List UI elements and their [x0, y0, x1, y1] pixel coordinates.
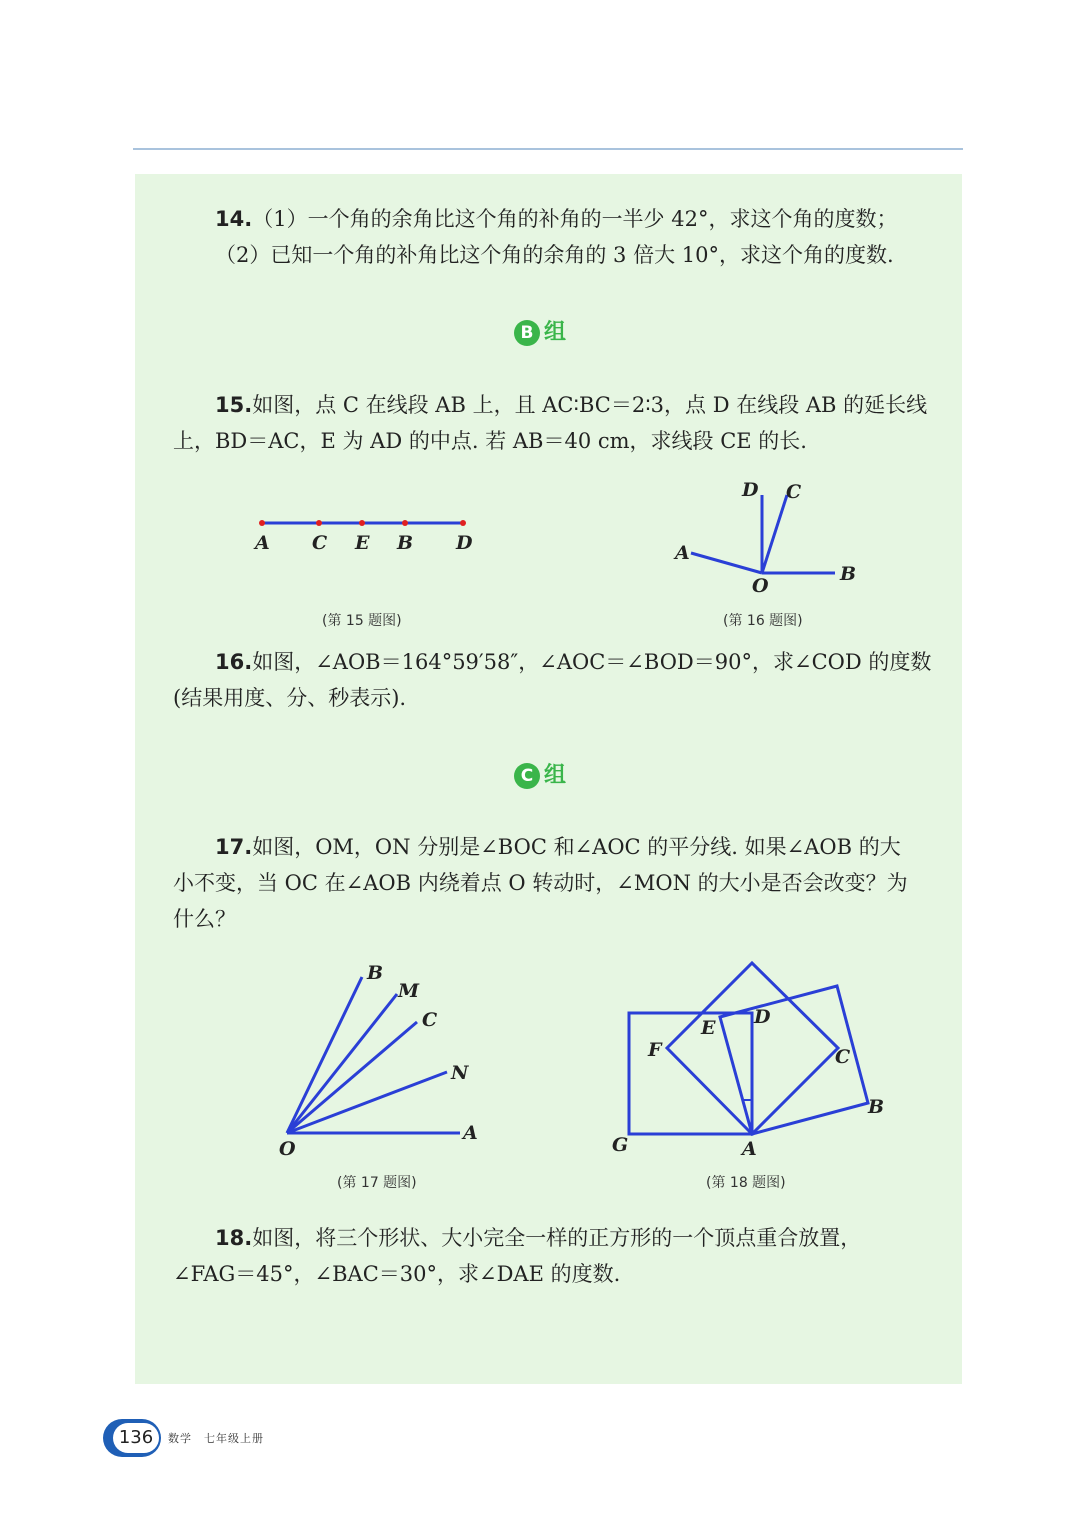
label-c: C — [312, 532, 328, 554]
label-f: F — [648, 1039, 662, 1061]
q16-line2: (结果用度、分、秒表示). — [173, 686, 407, 710]
figure-15-caption: (第 15 题图) — [322, 613, 402, 629]
label-o: O — [752, 575, 769, 597]
question-number: 16. — [215, 650, 253, 674]
ray-oa — [691, 553, 762, 573]
label-d: D — [754, 1006, 771, 1028]
label-e: E — [355, 532, 370, 554]
figure-17-diagram — [270, 955, 490, 1165]
label-g: G — [612, 1134, 629, 1156]
question-number: 18. — [215, 1226, 253, 1250]
ray-oc — [762, 495, 787, 573]
figure-16-caption: (第 16 题图) — [723, 613, 803, 629]
q14-line2: （2）已知一个角的补角比这个角的余角的 3 倍大 10°，求这个角的度数. — [215, 243, 894, 267]
question-16 — [173, 644, 943, 716]
point-b — [402, 520, 408, 526]
label-c: C — [422, 1009, 438, 1031]
book-title — [168, 1430, 276, 1446]
label-e: E — [701, 1017, 716, 1039]
group-c-badge: C — [514, 763, 540, 789]
label-b: B — [868, 1096, 885, 1118]
point-d — [460, 520, 466, 526]
group-b-heading — [0, 315, 1080, 346]
label-c: C — [835, 1046, 851, 1068]
figure-18-caption: (第 18 题图) — [706, 1175, 786, 1191]
label-n: N — [451, 1062, 469, 1084]
label-b: B — [840, 563, 857, 585]
book-grade: 七年级上册 — [204, 1432, 264, 1445]
q17-line1: 如图，OM，ON 分别是∠BOC 和∠AOC 的平分线. 如果∠AOB 的大 — [252, 835, 901, 859]
label-d: D — [742, 479, 759, 501]
q17-line3: 什么？ — [173, 907, 236, 931]
question-17 — [173, 829, 943, 937]
question-number: 14. — [215, 207, 253, 231]
figure-15-diagram — [240, 505, 490, 565]
label-m: M — [398, 980, 420, 1002]
question-14 — [173, 201, 943, 273]
q16-line1: 如图，∠AOB＝164°59′58″，∠AOC＝∠BOD＝90°，求∠COD 的度数 — [252, 650, 932, 674]
q18-line1: 如图，将三个形状、大小完全一样的正方形的一个顶点重合放置， — [252, 1226, 862, 1250]
label-o: O — [279, 1138, 296, 1160]
header-rule — [133, 148, 963, 150]
label-a: A — [742, 1138, 757, 1160]
label-c: C — [786, 481, 802, 503]
label-a: A — [675, 542, 690, 564]
q15-line2: 上，BD＝AC，E 为 AD 的中点. 若 AB＝40 cm，求线段 CE 的长. — [173, 429, 807, 453]
question-15 — [173, 387, 943, 459]
point-e — [359, 520, 365, 526]
figure-18-diagram — [600, 950, 900, 1170]
q15-line1: 如图，点 C 在线段 AB 上，且 AC∶BC＝2∶3，点 D 在线段 AB 的延长线 — [252, 393, 928, 417]
q18-line2: ∠FAG＝45°，∠BAC＝30°，求∠DAE 的度数. — [173, 1262, 621, 1286]
figure-17-caption: (第 17 题图) — [337, 1175, 417, 1191]
book-subject: 数学 — [168, 1432, 192, 1445]
ray-oc — [287, 1022, 417, 1133]
label-b: B — [397, 532, 414, 554]
label-b: B — [367, 962, 384, 984]
page-number: 136 — [113, 1423, 159, 1453]
label-a: A — [255, 532, 270, 554]
label-a: A — [463, 1122, 478, 1144]
group-c-label: 组 — [543, 763, 566, 788]
q17-line2: 小不变，当 OC 在∠AOB 内绕着点 O 转动时，∠MON 的大小是否会改变？为 — [173, 871, 908, 895]
question-number: 15. — [215, 393, 253, 417]
point-c — [316, 520, 322, 526]
q14-line1: （1）一个角的余角比这个角的补角的一半少 42°，求这个角的度数； — [252, 207, 898, 231]
figure-16-diagram — [665, 475, 865, 600]
question-number: 17. — [215, 835, 253, 859]
group-b-label: 组 — [543, 320, 566, 345]
label-d: D — [456, 532, 473, 554]
page-number-badge — [103, 1419, 163, 1457]
group-c-heading — [0, 758, 1080, 789]
group-b-badge: B — [514, 320, 540, 346]
point-a — [259, 520, 265, 526]
question-18 — [173, 1220, 943, 1292]
